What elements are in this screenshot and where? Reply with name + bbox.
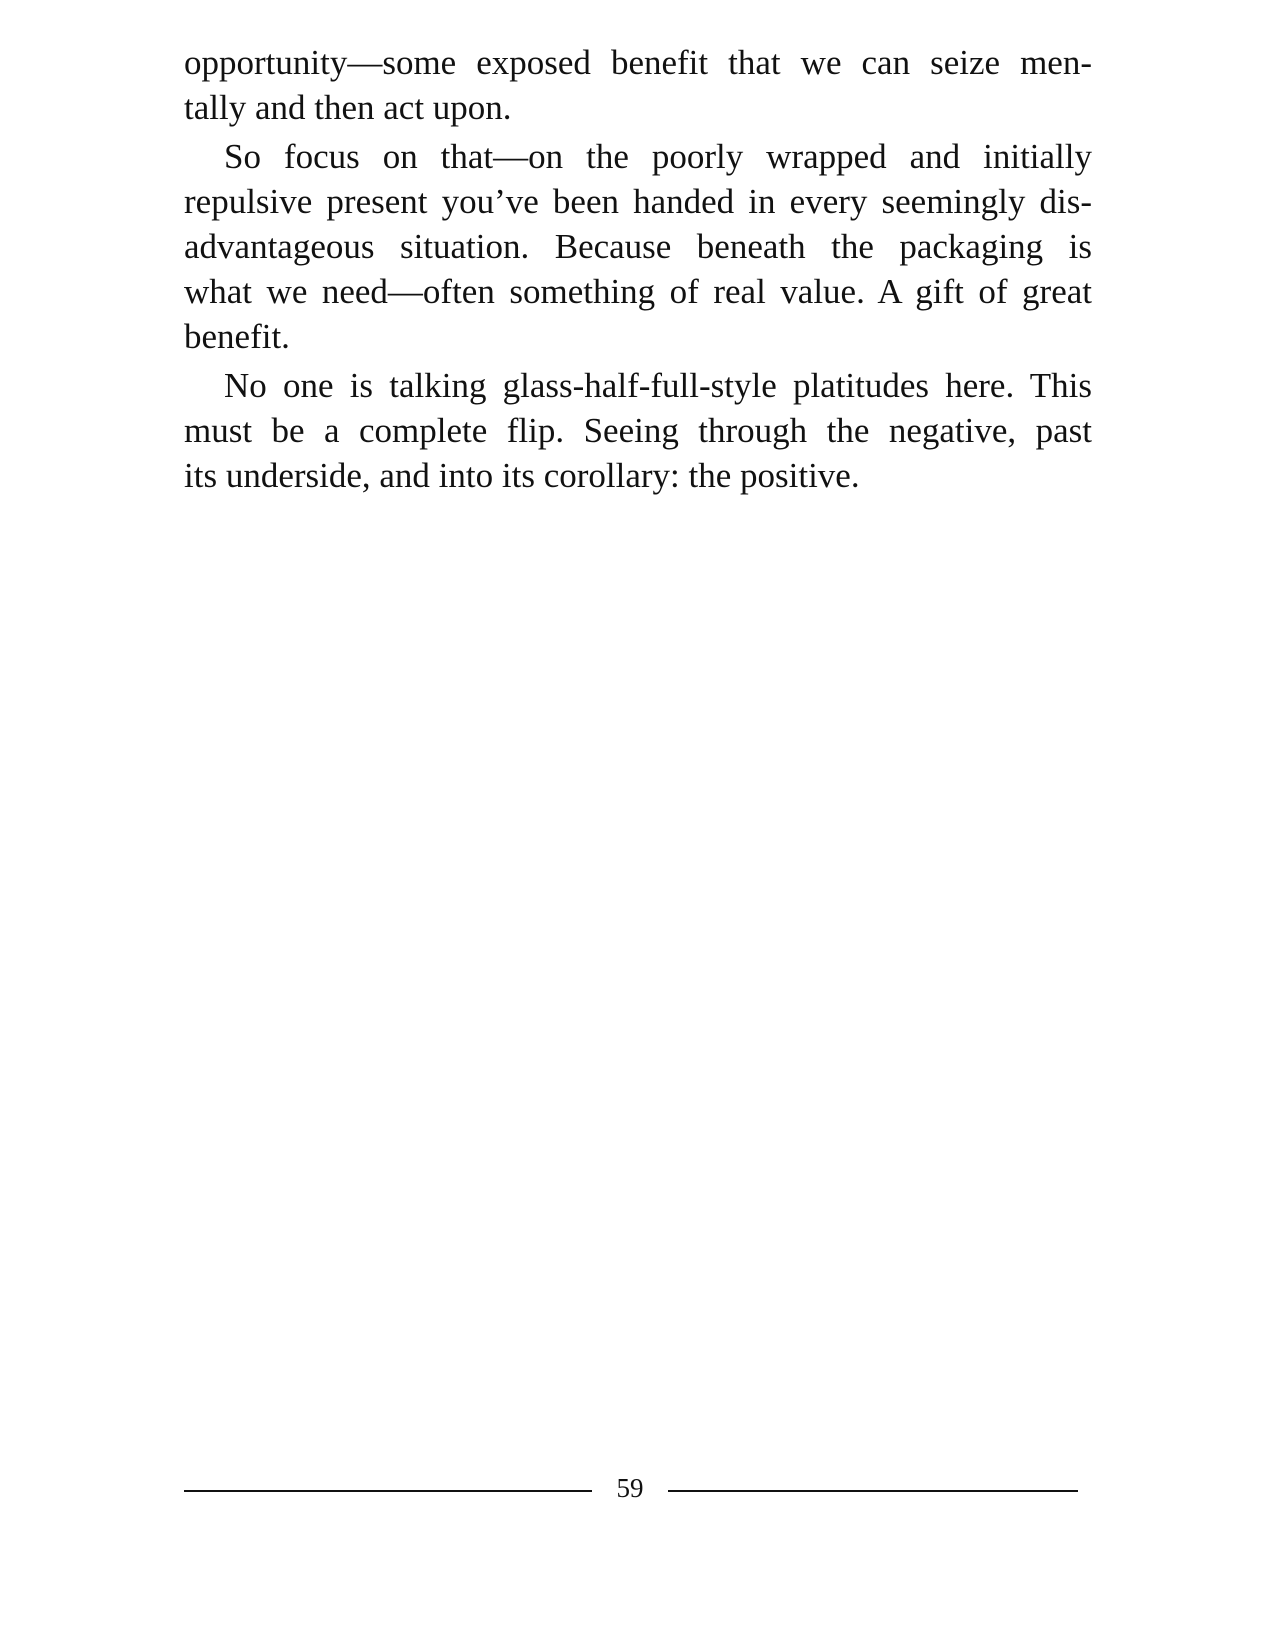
text-line: its underside, and into its corollary: the positive. <box>184 456 860 495</box>
text-line: So focus on that—on the poorly wrapped and initially <box>224 137 1092 176</box>
page-footer <box>184 1468 1078 1508</box>
footer-rule-left <box>184 1490 592 1492</box>
text-line: must be a complete flip. Seeing through the negative, past <box>184 411 1092 450</box>
body-text <box>184 40 1092 498</box>
page-number: 59 <box>616 1473 644 1503</box>
text-line: what we need—often something of real value. A gift of great <box>184 272 1092 311</box>
text-line: advantageous situation. Because beneath the packaging is <box>184 227 1092 266</box>
text-line: tally and then act upon. <box>184 88 512 127</box>
text-line: No one is talking glass-half-full-style platitudes here. This <box>224 366 1092 405</box>
text-line: benefit. <box>184 317 290 356</box>
text-line: opportunity—some exposed benefit that we can seize men- <box>184 43 1092 82</box>
text-line: repulsive present you’ve been handed in every seemingly dis- <box>184 182 1092 221</box>
footer-rule-right <box>668 1490 1078 1492</box>
